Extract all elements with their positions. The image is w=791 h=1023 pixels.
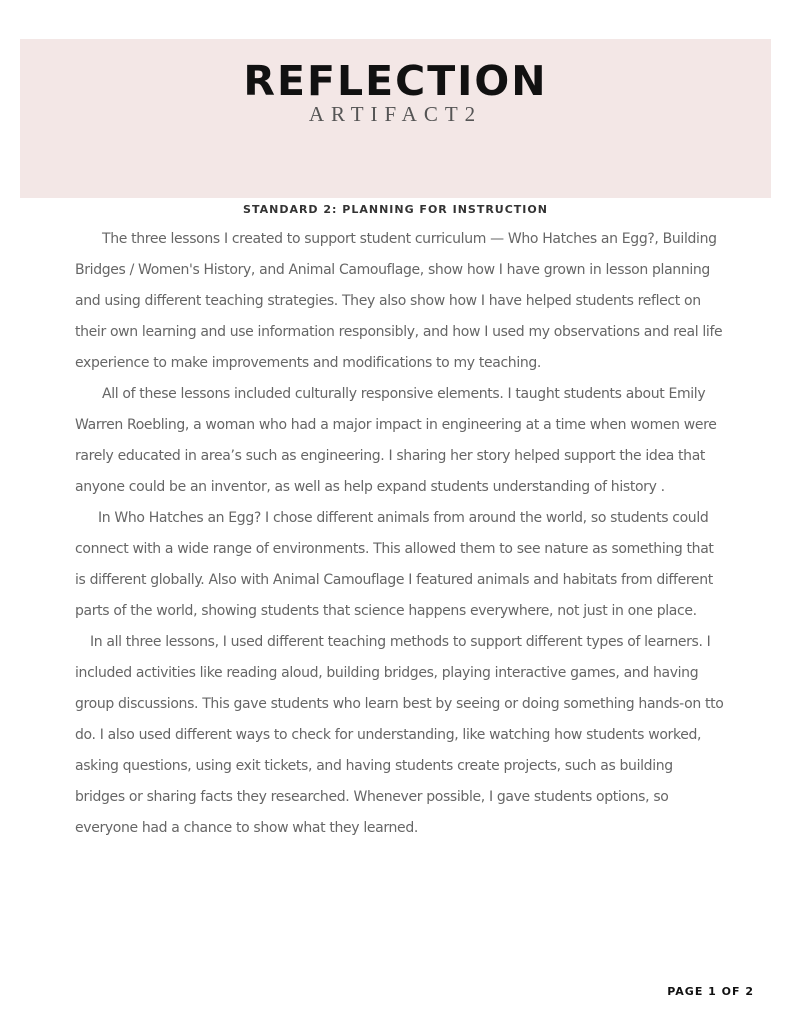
reflection-paragraph: In Who Hatches an Egg? I chose different animals from around the world, so students could connect with a wide range of environments. This allowed them to see nature as something that is different globally. Also with Animal Camouflage I featured animals and habitats from different parts of the world, showing students that science happens everywhere, not just in one place.	[75, 510, 714, 619]
reflection-body	[75, 224, 725, 844]
reflection-paragraph: In all three lessons, I used different teaching methods to support different types of learners. I included activities like reading aloud, building bridges, playing interactive games, and having group discussions. This gave students who learn best by seeing or doing something hands-on tto do. I also used different ways to check for understanding, like watching how students worked, asking questions, using exit tickets, and having students create projects, such as building bridges or sharing facts they researched. Whenever possible, I gave students options, so everyone had a chance to show what they learned.	[75, 634, 724, 836]
page-subtitle: ARTIFACT2	[308, 102, 483, 126]
reflection-paragraph: The three lessons I created to support student curriculum — Who Hatches an Egg?, Building Bridges / Women's History, and Animal Camouflage, show how I have grown in lesson planning and using different teaching strategies. They also show how I have helped students reflect on their own learning and use information responsibly, and how I used my observations and real life experience to make improvements and modifications to my teaching.	[75, 231, 723, 371]
standard-heading: STANDARD 2: PLANNING FOR INSTRUCTION	[243, 203, 548, 216]
page-number: PAGE 1 OF 2	[667, 985, 754, 998]
page-title: REFLECTION	[243, 57, 548, 105]
reflection-paragraph: All of these lessons included culturally responsive elements. I taught students about Emily Warren Roebling, a woman who had a major impact in engineering at a time when women were rarely educated in area’s such as engineering. I sharing her story helped support the idea that anyone could be an inventor, as well as help expand students understanding of history .	[75, 386, 717, 495]
